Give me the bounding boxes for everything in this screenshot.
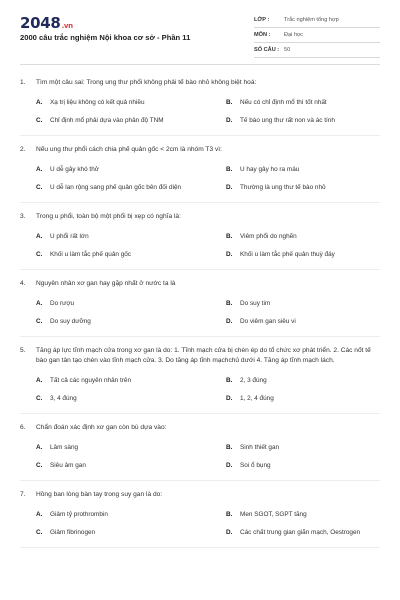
meta-row <box>254 13 380 28</box>
option-letter: D. <box>226 529 233 536</box>
question-stem <box>20 423 380 433</box>
meta-value: Đại học <box>284 32 303 38</box>
answer-option[interactable] <box>36 460 206 471</box>
option-text: 1, 2, 4 đúng <box>240 395 274 402</box>
question-item <box>20 212 380 270</box>
question-divider <box>20 480 380 481</box>
option-letter: B. <box>226 166 233 173</box>
header-divider <box>20 64 380 65</box>
answer-options <box>20 298 380 327</box>
question-number: 3. <box>20 213 26 220</box>
option-text: Men SGOT, SGPT tăng <box>240 511 307 518</box>
option-text: Soi ổ bụng <box>240 462 271 469</box>
answer-option[interactable] <box>226 460 396 471</box>
answer-option[interactable] <box>226 316 396 327</box>
question-divider <box>20 135 380 136</box>
question-item <box>20 423 380 481</box>
option-text: Thường là ung thư tế bào nhỏ <box>240 184 326 191</box>
question-stem <box>20 346 380 366</box>
answer-option[interactable] <box>226 375 396 386</box>
question-item <box>20 490 380 548</box>
answer-option[interactable] <box>36 231 206 242</box>
option-text: Giảm tỷ prothrombin <box>50 511 108 518</box>
option-text: Do rượu <box>50 300 75 307</box>
answer-option[interactable] <box>36 442 206 453</box>
answer-option[interactable] <box>226 182 396 193</box>
meta-row <box>254 28 380 43</box>
answer-option[interactable] <box>36 393 206 404</box>
answer-option[interactable] <box>36 182 206 193</box>
question-number: 5. <box>20 347 26 354</box>
option-letter: C. <box>36 462 43 469</box>
answer-option[interactable] <box>226 97 396 108</box>
answer-option[interactable] <box>36 509 206 520</box>
answer-option[interactable] <box>226 442 396 453</box>
option-text: Các chất trung gian giãn mạch, Oestrogen <box>240 529 361 536</box>
answer-option[interactable] <box>226 164 396 175</box>
answer-options <box>20 442 380 471</box>
question-text: Tăng áp lực tĩnh mạch cửa trong xơ gan là do: 1. Tĩnh mạch cửa bị chèn ép do tổ chức xơ phát triển. 2. Các nốt tế bào gan tân tạo chèn vào tĩnh mạch cửa. 3. Do tăng áp tĩnh mạchchủ dưới 4. Tăng áp tĩnh mạch lách. <box>36 347 371 364</box>
question-divider <box>20 269 380 270</box>
option-letter: D. <box>226 184 233 191</box>
option-letter: B. <box>226 233 233 240</box>
option-text: Khối u làm tắc phế quản thuỳ đáy <box>240 251 335 258</box>
option-letter: C. <box>36 529 43 536</box>
answer-options <box>20 97 380 126</box>
answer-option[interactable] <box>226 298 396 309</box>
option-text: Tất cả các nguyên nhân trên <box>50 377 132 384</box>
option-letter: D. <box>226 117 233 124</box>
option-letter: C. <box>36 395 43 402</box>
option-text: 3, 4 đúng <box>50 395 77 402</box>
option-text: Xạ trị liệu không có kết quả nhiều <box>50 99 145 106</box>
option-letter: C. <box>36 117 43 124</box>
answer-option[interactable] <box>36 115 206 126</box>
question-divider <box>20 413 380 414</box>
option-letter: C. <box>36 318 43 325</box>
option-letter: B. <box>226 300 233 307</box>
option-text: Do suy dưỡng <box>50 318 91 325</box>
option-text: U hay gây ho ra máu <box>240 166 300 173</box>
option-letter: D. <box>226 318 233 325</box>
option-letter: A. <box>36 300 43 307</box>
question-stem <box>20 490 380 500</box>
option-text: Chỉ định mổ phải dựa vào phân độ TNM <box>50 117 164 124</box>
option-letter: A. <box>36 233 43 240</box>
question-item <box>20 78 380 136</box>
option-letter: D. <box>226 462 233 469</box>
option-text: U dễ gây khó thở <box>50 166 99 173</box>
question-number: 7. <box>20 491 26 498</box>
site-logo[interactable]: 2048.vn <box>20 14 73 32</box>
question-stem <box>20 78 380 88</box>
option-text: Do suy tim <box>240 300 271 307</box>
answer-option[interactable] <box>226 249 396 260</box>
option-letter: B. <box>226 99 233 106</box>
option-letter: A. <box>36 377 43 384</box>
question-text: Nếu ung thư phổi cách chia phế quản gốc < 2cm là nhóm T3 vì: <box>36 146 222 153</box>
question-item <box>20 145 380 203</box>
answer-options <box>20 164 380 193</box>
answer-option[interactable] <box>226 115 396 126</box>
option-letter: C. <box>36 184 43 191</box>
option-text: Giảm fibrinogen <box>50 529 96 536</box>
answer-option[interactable] <box>36 249 206 260</box>
meta-label: LỚP : <box>254 17 270 23</box>
option-letter: A. <box>36 511 43 518</box>
answer-option[interactable] <box>36 375 206 386</box>
document-meta <box>254 13 380 58</box>
document-header <box>0 0 400 70</box>
answer-option[interactable] <box>36 97 206 108</box>
question-text: Nguyên nhân xơ gan hay gặp nhất ở nước ta là <box>36 280 176 287</box>
question-stem <box>20 212 380 222</box>
question-text: Trong u phổi, toàn bộ một phổi bị xẹp có nghĩa là: <box>36 213 181 220</box>
option-text: Lâm sàng <box>50 444 79 451</box>
question-divider <box>20 202 380 203</box>
answer-option[interactable] <box>226 509 396 520</box>
meta-value: 50 <box>284 47 291 53</box>
answer-options <box>20 509 380 538</box>
question-divider <box>20 336 380 337</box>
question-stem <box>20 145 380 155</box>
question-item <box>20 346 380 414</box>
option-text: Khối u làm tắc phế quản gốc <box>50 251 132 258</box>
option-letter: B. <box>226 444 233 451</box>
option-letter: B. <box>226 377 233 384</box>
question-number: 2. <box>20 146 26 153</box>
option-text: Sinh thiết gan <box>240 444 280 451</box>
question-item <box>20 279 380 337</box>
option-text: U phổi rất lớn <box>50 233 89 240</box>
answer-option[interactable] <box>36 316 206 327</box>
question-divider <box>20 547 380 548</box>
option-letter: A. <box>36 166 43 173</box>
answer-options <box>20 375 380 404</box>
answer-option[interactable] <box>36 298 206 309</box>
meta-value: Trắc nghiệm tổng hợp <box>284 17 339 23</box>
option-letter: B. <box>226 511 233 518</box>
option-text: U dễ lan rộng sang phế quản gốc bên đối diện <box>50 184 182 191</box>
option-letter: A. <box>36 444 43 451</box>
answer-options <box>20 231 380 260</box>
option-text: Siêu âm gan <box>50 462 86 469</box>
option-letter: D. <box>226 395 233 402</box>
meta-label: MÔN : <box>254 32 271 38</box>
question-number: 4. <box>20 280 26 287</box>
option-text: Viêm phổi do nghẽn <box>240 233 297 240</box>
answer-option[interactable] <box>36 164 206 175</box>
question-number: 6. <box>20 424 26 431</box>
document-title: 2000 câu trắc nghiệm Nội khoa cơ sở - Phần 11 <box>20 33 191 42</box>
question-text: Tìm một câu sai: Trong ung thư phổi không phải tế bào nhỏ không biệt hoá: <box>36 79 257 86</box>
option-letter: A. <box>36 99 43 106</box>
option-text: Tế bào ung thư rất non và ác tính <box>240 117 335 124</box>
answer-option[interactable] <box>36 527 206 538</box>
meta-label: SỐ CÂU : <box>254 47 280 53</box>
option-letter: C. <box>36 251 43 258</box>
question-stem <box>20 279 380 289</box>
option-letter: D. <box>226 251 233 258</box>
option-text: Do viêm gan siêu vi <box>240 318 296 325</box>
question-list <box>20 78 380 557</box>
answer-option[interactable] <box>226 527 396 538</box>
question-text: Hồng ban lòng bàn tay trong suy gan là do: <box>36 491 163 498</box>
answer-option[interactable] <box>226 393 396 404</box>
question-number: 1. <box>20 79 26 86</box>
option-text: 2, 3 đúng <box>240 377 267 384</box>
answer-option[interactable] <box>226 231 396 242</box>
option-text: Nếu có chỉ định mổ thì tốt nhất <box>240 99 327 106</box>
meta-row <box>254 43 380 58</box>
question-text: Chẩn đoán xác định xơ gan còn bù dựa vào: <box>36 424 167 431</box>
